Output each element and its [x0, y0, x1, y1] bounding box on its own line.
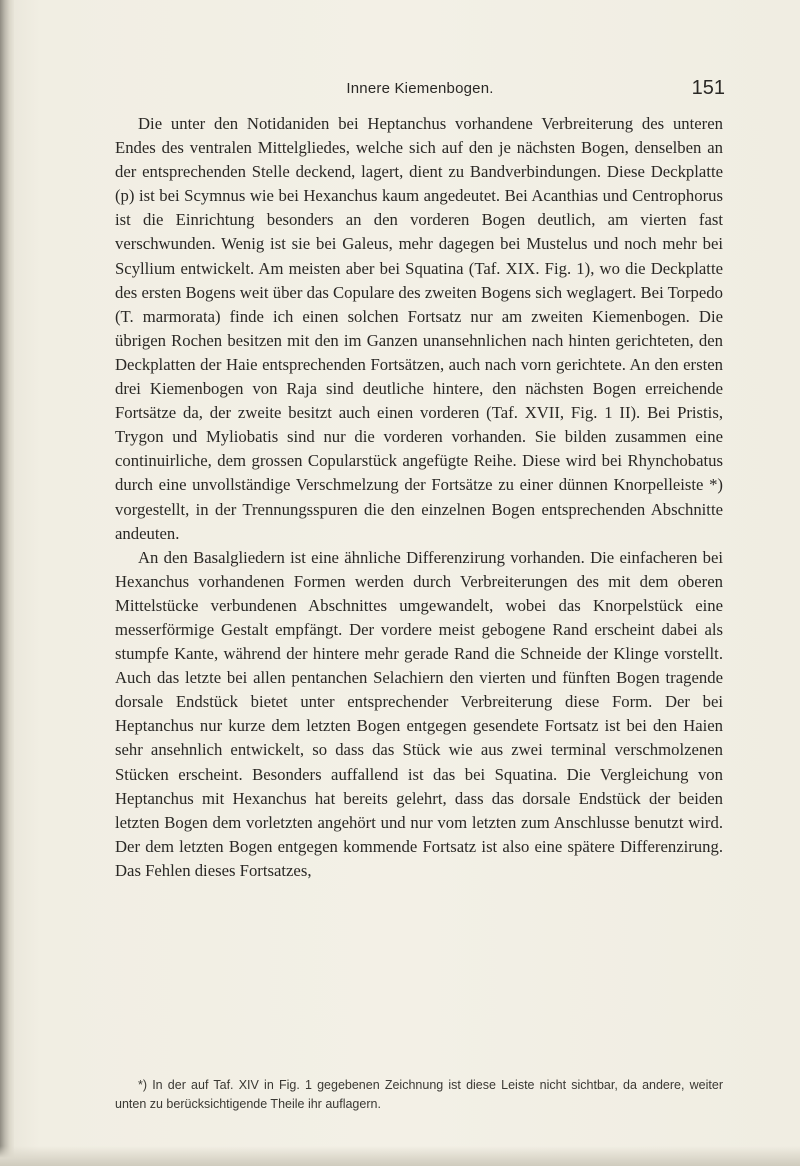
- running-head: Innere Kiemenbogen.: [346, 80, 494, 97]
- footnote: *) In der auf Taf. XIV in Fig. 1 gegebenen Zeichnung ist diese Leiste nicht sichtbar, da andere, weiter unten zu berücksichtigende Theile ihr auflagern.: [115, 1078, 723, 1111]
- page-bottom-edge: [0, 1146, 800, 1166]
- page-binding-edge: [0, 0, 14, 1166]
- body-text: [115, 112, 723, 883]
- page-number: 151: [691, 77, 725, 99]
- paragraph-2: An den Basalgliedern ist eine ähnliche Differenzirung vorhanden. Die einfacheren bei Hexanchus vorhandenen Formen werden durch Verbreiterungen des mit dem oberen Mittelstücke verbundenen Abschnittes umgewandelt, wobei das Knorpelstück eine messerförmige Gestalt empfängt. Der vordere meist gebogene Rand erscheint dabei als stumpfe Kante, während der hintere mehr gerade Rand die Schneide der Klinge vorstellt. Auch das letzte bei allen pentanchen Selachiern den vierten und fünften Bogen tragende dorsale Endstück bietet unter entsprechender Verbreiterung diese Form. Der bei Heptanchus nur kurze dem letzten Bogen entgegen gesendete Fortsatz ist bei den Haien sehr ansehnlich entwickelt, so dass das Stück wie aus zwei terminal verschmolzenen Stücken erscheint. Besonders auffallend ist das bei Squatina. Die Vergleichung von Heptanchus mit Hexanchus hat bereits gelehrt, dass das dorsale Endstück der beiden letzten Bogen dem vorletzten angehört und nur vom letzten zum Anschlusse benutzt wird. Der dem letzten Bogen entgegen kommende Fortsatz ist also eine spätere Differenzirung. Das Fehlen dieses Fortsatzes,: [115, 547, 723, 880]
- paragraph-1: Die unter den Notidaniden bei Heptanchus vorhandene Verbreiterung des unteren Endes des ventralen Mittelgliedes, welche sich auf den je nächsten Bogen, denselben an der entsprechenden Stelle deckend, lagert, dient zu Bandverbindungen. Diese Deckplatte (p) ist bei Scymnus wie bei Hexanchus kaum angedeutet. Bei Acanthias und Centrophorus ist die Einrichtung besonders an den vorderen Bogen deutlich, am vierten fast verschwunden. Wenig ist sie bei Galeus, mehr dagegen bei Mustelus und noch mehr bei Scyllium entwickelt. Am meisten aber bei Squatina (Taf. XIX. Fig. 1), wo die Deckplatte des ersten Bogens weit über das Copulare des zweiten Bogens sich weglagert. Bei Torpedo (T. marmorata) finde ich einen solchen Fortsatz nur am zweiten Kiemenbogen. Die übrigen Rochen besitzen mit den im Ganzen unansehnlichen nach hinten gerichteten, den Deckplatten der Haie entsprechenden Fortsätzen, auch nach vorn gerichtete. An den ersten drei Kiemenbogen von Raja sind deutliche hintere, den nächsten Bogen erreichende Fortsätze da, der zweite besitzt auch einen vorderen (Taf. XVII, Fig. 1 II). Bei Pristis, Trygon und Myliobatis sind nur die vorderen vorhanden. Sie bilden zusammen eine continuirliche, dem grossen Copularstück angefügte Reihe. Diese wird bei Rhynchobatus durch eine unvollständige Verschmelzung der Fortsätze zu einer dünnen Knorpelleiste *) vorgestellt, in der Trennungsspuren die den einzelnen Bogen entsprechenden Abschnitte andeuten.: [115, 114, 723, 543]
- page-header: [115, 77, 725, 104]
